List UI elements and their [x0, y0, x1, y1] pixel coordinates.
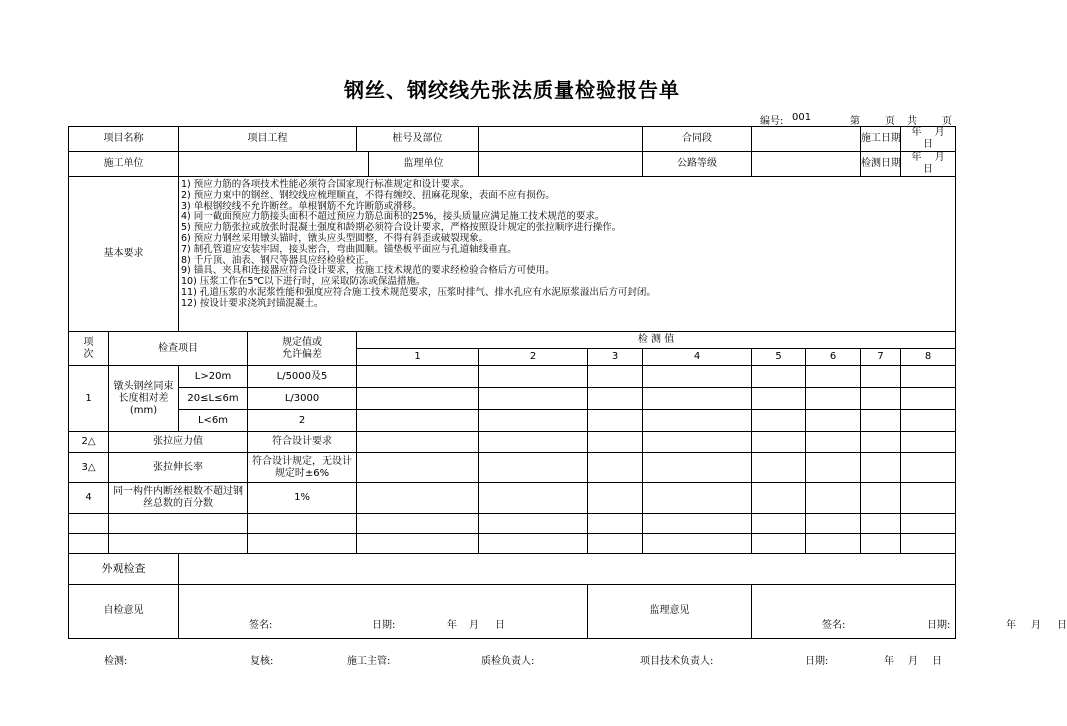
inspect-date-label: 检测日期 [861, 152, 901, 177]
measure-cell[interactable] [357, 432, 479, 453]
road-grade-value[interactable] [752, 152, 861, 177]
measure-cell[interactable] [806, 514, 861, 534]
supervision-opinion-label: 监理意见 [588, 585, 752, 639]
measure-cell[interactable] [752, 534, 806, 554]
condition-cell: L<6m [179, 410, 248, 432]
supervision-opinion-area[interactable] [752, 585, 1067, 639]
measure-cell[interactable] [479, 483, 588, 514]
measure-cell[interactable] [643, 483, 752, 514]
measure-col: 8 [901, 349, 956, 366]
measure-cell[interactable] [588, 410, 643, 432]
measure-cell[interactable] [643, 410, 752, 432]
footer-tech: 项目技术负责人: [640, 656, 714, 667]
unit-label: 施工单位 [69, 152, 179, 177]
seq-cell: 3△ [69, 453, 109, 483]
measure-cell[interactable] [752, 432, 806, 453]
requirement-item: 7) 制孔管道应安装牢固，接头密合，弯曲圆顺。锚垫板平面应与孔道轴线垂直。 [181, 243, 517, 255]
self-day: 日 [495, 620, 505, 631]
check-item-cell[interactable] [109, 534, 248, 554]
measure-cell[interactable] [806, 534, 861, 554]
measure-col: 7 [861, 349, 901, 366]
footer-quality: 质检负责人: [481, 656, 535, 667]
measure-cell[interactable] [479, 453, 588, 483]
construct-date-value[interactable] [901, 127, 956, 152]
appearance-label: 外观检查 [69, 554, 179, 585]
pile-label: 桩号及部位 [357, 127, 479, 152]
measure-cell[interactable] [643, 366, 752, 388]
requirement-item: 3) 单根钢绞线不允许断丝。单根钢筋不允许断筋或滑移。 [181, 200, 422, 212]
spec-cell[interactable] [248, 534, 357, 554]
measure-cell[interactable] [806, 483, 861, 514]
contract-label: 合同段 [643, 127, 752, 152]
measure-cell[interactable] [357, 366, 479, 388]
measure-col: 6 [806, 349, 861, 366]
measure-cell[interactable] [643, 432, 752, 453]
footer-year: 年 [884, 656, 894, 667]
measure-cell[interactable] [861, 410, 901, 432]
measure-cell[interactable] [588, 388, 643, 410]
page-title: 钢丝、钢绞线先张法质量检验报告单 [344, 78, 680, 102]
requirement-item: 6) 预应力钢丝采用镦头锚时，镦头应头型圆整，不得有斜歪或破裂现象。 [181, 232, 489, 244]
measure-cell[interactable] [861, 388, 901, 410]
measure-cell[interactable] [357, 453, 479, 483]
pile-value[interactable] [479, 127, 643, 152]
requirement-item: 8) 千斤顶、油表、钢尺等器具应经检验校正。 [181, 254, 375, 266]
self-date-label: 日期: [372, 620, 396, 631]
date-month: 月 [934, 152, 945, 163]
project-name-label: 项目名称 [69, 127, 179, 152]
measure-cell[interactable] [901, 366, 956, 388]
requirement-item: 10) 压浆工作在5℃以下进行时，应采取防冻或保温措施。 [181, 276, 426, 288]
measure-cell[interactable] [806, 410, 861, 432]
measure-cell[interactable] [643, 514, 752, 534]
date-year: 年 [911, 152, 922, 163]
measure-cell[interactable] [357, 410, 479, 432]
measure-cell[interactable] [357, 388, 479, 410]
condition-cell: L>20m [179, 366, 248, 388]
footer-month: 月 [908, 656, 918, 667]
measure-cell[interactable] [357, 514, 479, 534]
measure-cell[interactable] [357, 534, 479, 554]
measure-cell[interactable] [901, 432, 956, 453]
measure-cell[interactable] [752, 388, 806, 410]
measure-cell[interactable] [479, 410, 588, 432]
contract-value[interactable] [752, 127, 861, 152]
road-grade-label: 公路等级 [643, 152, 752, 177]
measure-cell[interactable] [479, 388, 588, 410]
measure-cell[interactable] [861, 432, 901, 453]
measure-cell[interactable] [861, 514, 901, 534]
basic-requirements-list [179, 177, 956, 332]
date-day: 日 [923, 139, 934, 150]
page-gong: 共 [907, 116, 917, 127]
measure-cell[interactable] [901, 453, 956, 483]
check-item-cell[interactable] [109, 514, 248, 534]
sup-day: 日 [1057, 620, 1067, 631]
inspect-date-value[interactable] [901, 152, 956, 177]
check-item-cell: 同一构件内断丝根数不超过钢丝总数的百分数 [109, 483, 248, 514]
measure-cell[interactable] [861, 453, 901, 483]
requirement-item: 5) 预应力筋张拉或放张时混凝土强度和龄期必须符合设计要求，严格按照设计规定的张拉顺序进行操作。 [181, 222, 622, 234]
sup-month: 月 [1031, 620, 1042, 631]
spec-header: 规定值或 允许偏差 [248, 332, 357, 366]
measure-cell[interactable] [752, 514, 806, 534]
measure-cell[interactable] [901, 534, 956, 554]
measure-cell[interactable] [806, 432, 861, 453]
code-value: 001 [792, 112, 812, 123]
spec-cell[interactable] [248, 514, 357, 534]
sup-date-label: 日期: [927, 620, 951, 631]
spec-cell: 符合设计规定，无设计规定时±6% [248, 453, 357, 483]
requirement-item: 4) 同一截面预应力筋接头面积不超过预应力筋总面积的25%，接头质量应满足施工技术规范的要求。 [181, 211, 605, 223]
spec-cell: 2 [248, 410, 357, 432]
footer-day: 日 [932, 656, 942, 667]
measure-cell[interactable] [479, 366, 588, 388]
date-month: 月 [934, 127, 945, 138]
measure-cell[interactable] [901, 483, 956, 514]
self-check-label: 自检意见 [69, 585, 179, 639]
measure-cell[interactable] [643, 453, 752, 483]
measure-col: 5 [752, 349, 806, 366]
code-label: 编号: [760, 116, 784, 127]
footer-chief: 施工主管: [347, 656, 391, 667]
construct-date-label: 施工日期 [861, 127, 901, 152]
check-item-cell: 张拉伸长率 [109, 453, 248, 483]
basic-requirements-label: 基本要求 [69, 177, 179, 332]
footer-review: 复核: [250, 656, 274, 667]
measure-cell[interactable] [588, 366, 643, 388]
spec-cell: L/3000 [248, 388, 357, 410]
measure-cell[interactable] [588, 453, 643, 483]
measure-cell[interactable] [806, 453, 861, 483]
seq-cell: 1 [69, 366, 109, 432]
measure-cell[interactable] [806, 388, 861, 410]
page-di: 第 [850, 116, 860, 127]
check-item-cell: 张拉应力值 [109, 432, 248, 453]
requirement-item: 2) 预应力束中的钢丝、钢绞线应梳理顺直，不得有缠绞、扭麻花现象，表面不应有损伤。 [181, 189, 555, 201]
requirement-item: 1) 预应力筋的各项技术性能必须符合国家现行标准规定和设计要求。 [181, 179, 470, 190]
measure-cell[interactable] [861, 534, 901, 554]
measure-cell[interactable] [588, 514, 643, 534]
sup-year: 年 [1006, 620, 1017, 631]
self-sign-label: 签名: [249, 620, 273, 631]
spec-cell: L/5000及5 [248, 366, 357, 388]
measure-cell[interactable] [588, 483, 643, 514]
spec-cell: 符合设计要求 [248, 432, 357, 453]
measure-col: 4 [643, 349, 752, 366]
page-ye2: 页 [942, 116, 952, 127]
measure-cell[interactable] [479, 514, 588, 534]
measure-cell[interactable] [752, 366, 806, 388]
measure-cell[interactable] [861, 366, 901, 388]
measure-cell[interactable] [861, 483, 901, 514]
supervision-value[interactable] [479, 152, 643, 177]
measure-cell[interactable] [901, 388, 956, 410]
project-name-value: 项目工程 [179, 127, 357, 152]
measure-cell[interactable] [752, 453, 806, 483]
date-year: 年 [911, 127, 922, 138]
seq-cell: 4 [69, 483, 109, 514]
spec-cell: 1% [248, 483, 357, 514]
seq-cell[interactable] [69, 534, 109, 554]
measure-cell[interactable] [588, 432, 643, 453]
requirement-item: 12) 按设计要求浇筑封锚混凝土。 [181, 297, 324, 309]
self-check-area[interactable] [179, 585, 588, 639]
measure-cell[interactable] [752, 410, 806, 432]
requirement-item: 11) 孔道压浆的水泥浆性能和强度应符合施工技术规范要求，压浆时排气、排水孔应有水泥原浆溢出后方可封闭。 [181, 286, 656, 298]
requirement-item: 9) 锚具、夹具和连接器应符合设计要求，按施工技术规范的要求经检验合格后方可使用。 [181, 265, 555, 277]
measure-cell[interactable] [806, 366, 861, 388]
measure-cell[interactable] [643, 534, 752, 554]
appearance-value[interactable] [179, 554, 956, 585]
seq-header: 项 次 [69, 332, 109, 366]
self-month: 月 [469, 620, 479, 631]
check-item-header: 检查项目 [109, 332, 248, 366]
report-table [68, 126, 1067, 639]
supervision-label: 监理单位 [369, 152, 479, 177]
measure-col: 3 [588, 349, 643, 366]
measure-cell[interactable] [901, 410, 956, 432]
sup-sign-label: 签名: [822, 620, 846, 631]
measure-cell[interactable] [588, 534, 643, 554]
check-item-cell: 镦头钢丝同束长度相对差(mm) [109, 366, 179, 432]
seq-cell[interactable] [69, 514, 109, 534]
measure-cell[interactable] [357, 483, 479, 514]
measure-col: 2 [479, 349, 588, 366]
measure-cell[interactable] [479, 534, 588, 554]
measure-header: 检 测 值 [357, 332, 956, 349]
seq-cell: 2△ [69, 432, 109, 453]
measure-cell[interactable] [752, 483, 806, 514]
measure-cell[interactable] [643, 388, 752, 410]
footer-inspect: 检测: [104, 656, 128, 667]
measure-cell[interactable] [901, 514, 956, 534]
self-year: 年 [447, 620, 457, 631]
measure-cell[interactable] [479, 432, 588, 453]
condition-cell: 20≤L≤6m [179, 388, 248, 410]
unit-value[interactable] [179, 152, 369, 177]
date-day: 日 [923, 164, 934, 175]
footer-date: 日期: [805, 656, 829, 667]
measure-col: 1 [357, 349, 479, 366]
page-ye1: 页 [885, 116, 895, 127]
